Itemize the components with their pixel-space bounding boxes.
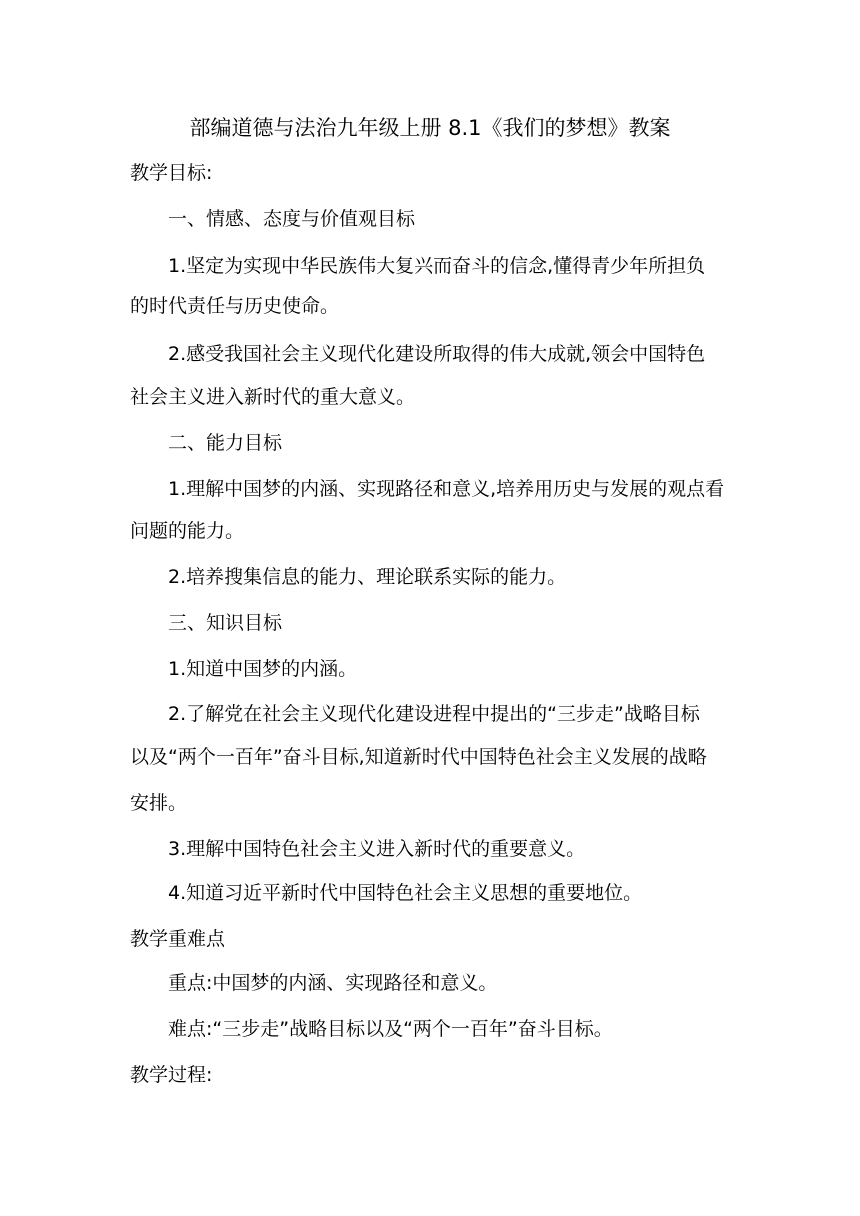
- paragraph-line: 难点:“三步走”战略目标以及“两个一百年”奋斗目标。: [168, 1018, 613, 1040]
- paragraph-line: 以及“两个一百年”奋斗目标,知道新时代中国特色社会主义发展的战略: [130, 746, 707, 768]
- paragraph-line: 1.坚定为实现中华民族伟大复兴而奋斗的信念,懂得青少年所担负: [168, 255, 706, 277]
- paragraph-line: 安排。: [130, 792, 188, 814]
- subheading-knowledge-goals: 三、知识目标: [168, 612, 283, 634]
- subheading-emotion-goals: 一、情感、态度与价值观目标: [168, 208, 416, 230]
- paragraph-line: 1.知道中国梦的内涵。: [168, 658, 358, 680]
- section-heading-teaching-goals: 教学目标:: [130, 162, 213, 184]
- paragraph-line: 社会主义进入新时代的重大意义。: [130, 386, 416, 408]
- paragraph-line: 重点:中国梦的内涵、实现路径和意义。: [168, 972, 498, 994]
- paragraph-line: 2.培养搜集信息的能力、理论联系实际的能力。: [168, 566, 567, 588]
- subheading-ability-goals: 二、能力目标: [168, 432, 283, 454]
- paragraph-line: 2.感受我国社会主义现代化建设所取得的伟大成就,领会中国特色: [168, 343, 706, 365]
- paragraph-line: 3.理解中国特色社会主义进入新时代的重要意义。: [168, 838, 586, 860]
- paragraph-line: 2.了解党在社会主义现代化建设进程中提出的“三步走”战略目标: [168, 703, 700, 725]
- section-heading-teaching-process: 教学过程:: [130, 1064, 213, 1086]
- document-title: 部编道德与法治九年级上册 8.1《我们的梦想》教案: [189, 116, 671, 140]
- section-heading-key-difficulties: 教学重难点: [130, 928, 226, 950]
- paragraph-line: 4.知道习近平新时代中国特色社会主义思想的重要地位。: [168, 882, 643, 904]
- paragraph-line: 的时代责任与历史使命。: [130, 295, 340, 317]
- paragraph-line: 1.理解中国梦的内涵、实现路径和意义,培养用历史与发展的观点看: [168, 478, 725, 500]
- paragraph-line: 问题的能力。: [130, 520, 245, 542]
